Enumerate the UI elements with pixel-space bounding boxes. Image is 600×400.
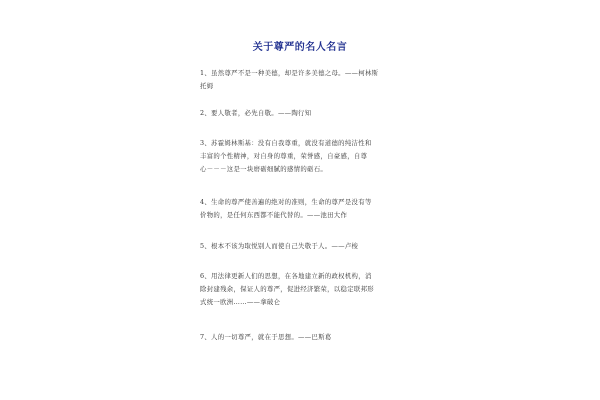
quote-line: 心－－－这是一块磨砺细腻的感情的砺石。 (200, 165, 328, 173)
quote-line: 价物的，是任何东西都不能代替的。——池田大作 (200, 211, 348, 219)
quote-line: 5、根本不该为取悦别人而使自己失敬于人。——卢梭 (200, 242, 359, 250)
quote-item (200, 331, 410, 344)
quote-item (200, 270, 410, 309)
quote-item (200, 107, 410, 120)
quote-line: 丰富的个性精神，对自身的尊重，荣誉感，自豪感，自尊 (200, 152, 368, 160)
quote-line: 3、苏霍姆林斯基：没有自我尊重，就没有道德的纯洁性和 (200, 139, 372, 147)
quote-line: 2、要人敬者，必先自敬。——陶行知 (200, 109, 312, 117)
quote-item (200, 137, 410, 176)
quote-item (200, 196, 410, 222)
document-title: 关于尊严的名人名言 (252, 42, 348, 53)
document-paper (160, 0, 440, 400)
quote-line: 7、人的一切尊严，就在于思想。——巴斯葛 (200, 333, 332, 341)
quote-line: 1、虽然尊严不是一种美德，却是许多美德之母。——柯林斯 (200, 69, 379, 77)
quote-line: 托姆 (200, 82, 214, 90)
quote-item (200, 240, 410, 253)
quote-item (200, 67, 410, 93)
quote-line: 除封建残余，保证人的尊严，促进经济繁荣，以稳定联邦形 (200, 285, 374, 293)
quote-line: 4、生命的尊严使善遍的绝对的准则，生命的尊严是没有等 (200, 198, 372, 206)
quote-line: 6、用法律更新人们的思想，在各地建立新的政权机构，消 (200, 272, 372, 280)
quote-line: 式统一欧洲……——拿破仑 (200, 298, 281, 306)
